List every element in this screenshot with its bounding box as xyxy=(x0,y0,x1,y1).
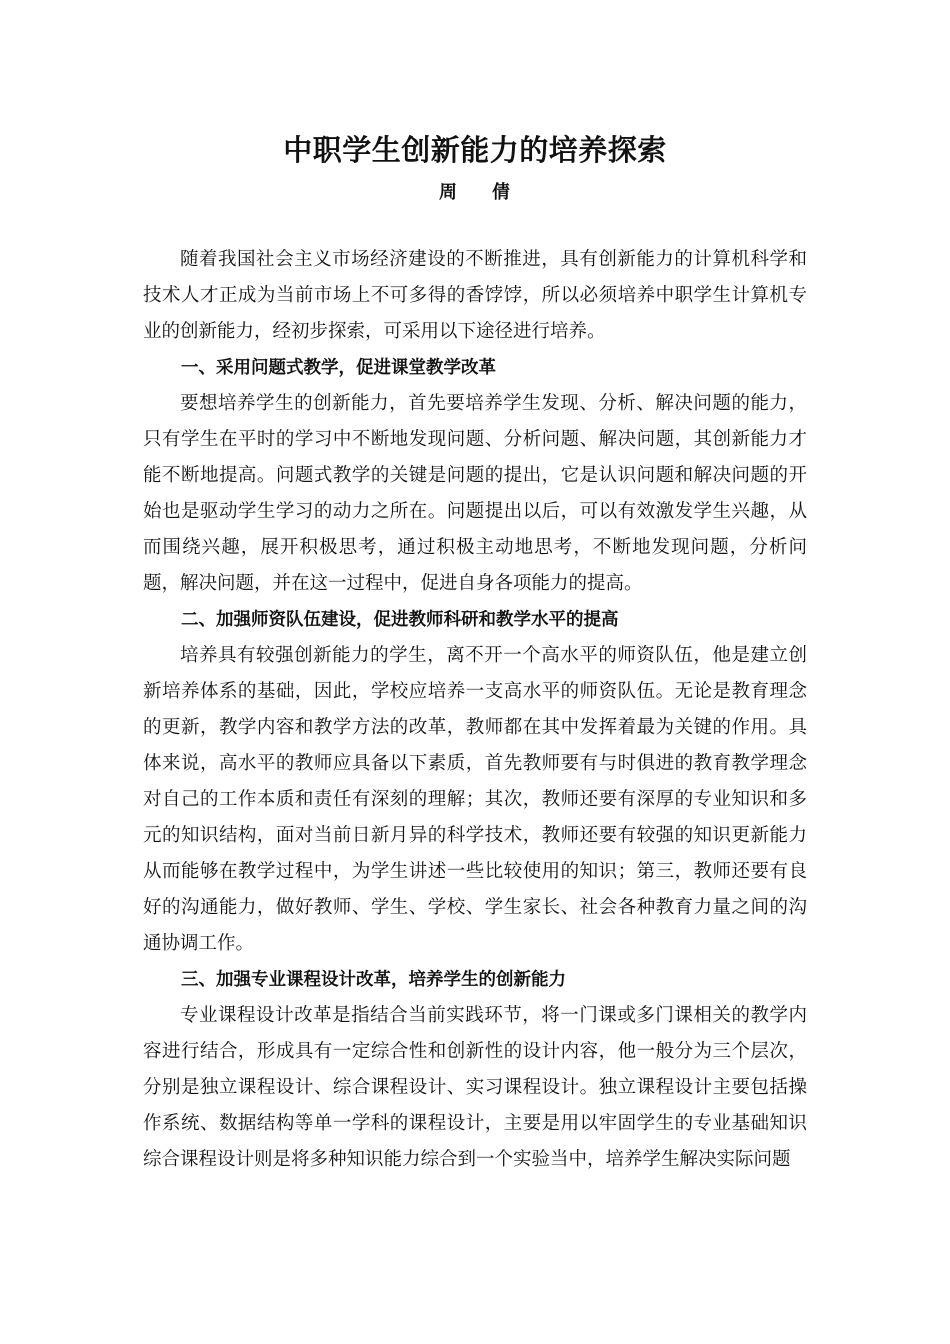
section-paragraph-1: 要想培养学生的创新能力，首先要培养学生发现、分析、解决问题的能力，只有学生在平时的学习中不断地发现问题、分析问题、解决问题，其创新能力才能不断地提高。问题式教学的关键是问题的提出，它是认识问题和解决问题的开始也是驱动学生学习的动力之所在。问题提出以后，可以有效激发学生兴趣，从而围绕兴趣，展开积极思考，通过积极主动地思考，不断地发现问题，分析问题，解决问题，并在这一过程中，促进自身各项能力的提高。 xyxy=(143,393,807,594)
section-heading-1: 一、采用问题式教学，促进课堂教学改革 xyxy=(181,358,496,378)
author-given-name: 倩 xyxy=(492,182,511,203)
document-title: 中职学生创新能力的培养探索 xyxy=(283,133,667,167)
section-heading-2: 二、加强师资队伍建设，促进教师科研和教学水平的提高 xyxy=(181,610,619,630)
section-heading-3: 三、加强专业课程设计改革，培养学生的创新能力 xyxy=(181,970,566,990)
author-family-name: 周 xyxy=(439,182,458,203)
author-name xyxy=(143,180,807,206)
intro-paragraph: 随着我国社会主义市场经济建设的不断推进，具有创新能力的计算机科学和技术人才正成为当前市场上不可多得的香饽饽，所以必须培养中职学生计算机专业的创新能力，经初步探索，可采用以下途径进行培养。 xyxy=(143,249,807,342)
section-paragraph-3: 专业课程设计改革是指结合当前实践环节，将一门课或多门课相关的教学内容进行结合，形成具有一定综合性和创新性的设计内容，他一般分为三个层次，分别是独立课程设计、综合课程设计、实习课程设计。独立课程设计主要包括操作系统、数据结构等单一学科的课程设计，主要是用以牢固学生的专业基础知识综合课程设计则是将多种知识能力综合到一个实验当中，培养学生解决实际问题 xyxy=(143,1005,807,1170)
document-body xyxy=(143,242,807,1178)
section-paragraph-2: 培养具有较强创新能力的学生，离不开一个高水平的师资队伍，他是建立创新培养体系的基础，因此，学校应培养一支高水平的师资队伍。无论是教育理念的更新，教学内容和教学方法的改革，教师都在其中发挥着最为关键的作用。具体来说，高水平的教师应具备以下素质，首先教师要有与时俱进的教育教学理念对自己的工作本质和责任有深刻的理解；其次，教师还要有深厚的专业知识和多元的知识结构，面对当前日新月异的科学技术，教师还要有较强的知识更新能力从而能够在教学过程中，为学生讲述一些比较使用的知识；第三，教师还要有良好的沟通能力，做好教师、学生、学校、学生家长、社会各种教育力量之间的沟通协调工作。 xyxy=(143,645,807,954)
